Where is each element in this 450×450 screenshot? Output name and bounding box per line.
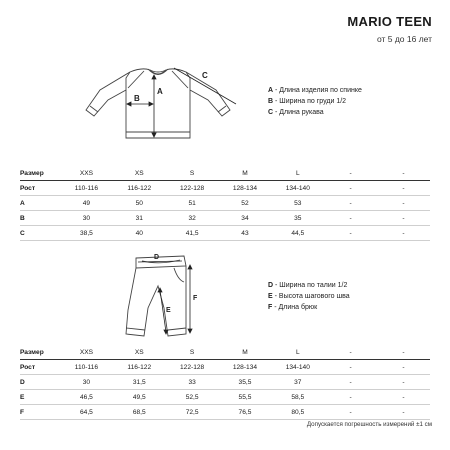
legend-item-b: B - Ширина по груди 1/2 — [268, 98, 347, 105]
sweatshirt-sketch — [78, 58, 248, 148]
table-row: Рост 110-116 116-122 122-128 128-134 134-140 - - — [20, 360, 430, 375]
label-c: C — [202, 71, 208, 80]
label-e: E — [166, 307, 171, 314]
legend-item-c: C - Длина рукава — [268, 109, 324, 116]
table-row: B 30 31 32 34 35 - - — [20, 211, 430, 226]
label-f: F — [193, 295, 198, 302]
table-row: Рост 110-116 116-122 122-128 128-134 134-140 - - — [20, 181, 430, 196]
measurement-note: Допускается погрешность измерений ±1 см — [306, 421, 432, 428]
legend-item-f: F - Длина брюк — [268, 304, 318, 311]
legend-item-d: D - Ширина по талии 1/2 — [268, 282, 348, 289]
table-row: C 38,5 40 41,5 43 44,5 - - — [20, 226, 430, 241]
sweatshirt-legend — [268, 85, 362, 118]
table-row: F 64,5 68,5 72,5 76,5 80,5 - - — [20, 405, 430, 420]
label-a: A — [157, 87, 163, 96]
pants-legend — [268, 280, 350, 313]
table-header-row: Размер XXS XS S M L - - — [20, 345, 430, 360]
table-row: D 30 31,5 33 35,5 37 - - — [20, 375, 430, 390]
pants-sketch — [118, 250, 208, 342]
table-header-row: Размер XXS XS S M L - - — [20, 166, 430, 181]
table-row: A 49 50 51 52 53 - - — [20, 196, 430, 211]
page-title: MARIO TEEN — [347, 14, 432, 29]
legend-item-a: A - Длина изделия по спинке — [268, 87, 362, 94]
age-range: от 5 до 16 лет — [376, 34, 432, 44]
label-d: D — [154, 254, 160, 261]
sweatshirt-size-table — [20, 166, 430, 241]
label-b: B — [134, 94, 140, 103]
legend-item-e: E - Высота шагового шва — [268, 293, 350, 300]
pants-size-table — [20, 345, 430, 420]
table-row: E 46,5 49,5 52,5 55,5 58,5 - - — [20, 390, 430, 405]
